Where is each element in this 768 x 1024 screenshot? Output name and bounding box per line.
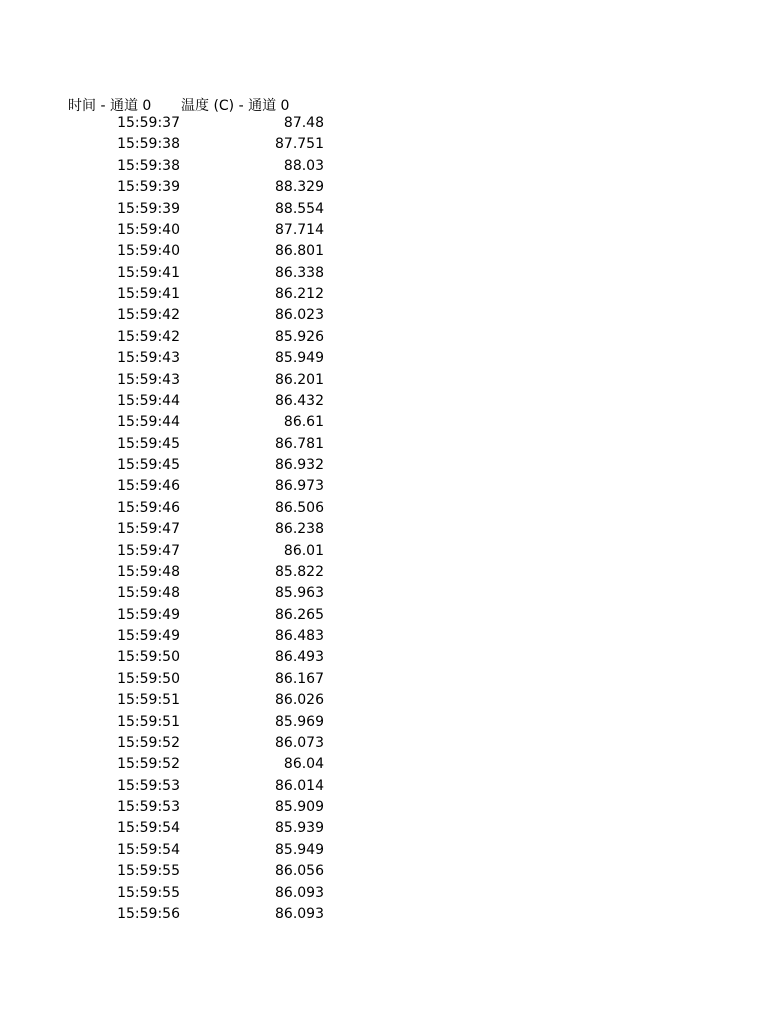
cell-time: 15:59:48 — [117, 563, 180, 580]
table-row — [68, 520, 328, 541]
table-row — [68, 606, 328, 627]
cell-temperature: 86.265 — [275, 606, 324, 623]
table-row — [68, 905, 328, 926]
table-row — [68, 499, 328, 520]
table-row — [68, 648, 328, 669]
cell-temperature: 86.093 — [275, 884, 324, 901]
cell-time: 15:59:44 — [117, 414, 180, 431]
cell-time: 15:59:42 — [117, 307, 180, 324]
table-row — [68, 392, 328, 413]
column-header-time: 时间 - 通道 0 — [68, 98, 152, 114]
table-row — [68, 413, 328, 434]
cell-time: 15:59:46 — [117, 499, 180, 516]
cell-time: 15:59:42 — [117, 328, 180, 345]
table-row — [68, 306, 328, 327]
table-row — [68, 435, 328, 456]
cell-temperature: 86.026 — [275, 692, 324, 709]
cell-time: 15:59:51 — [117, 692, 180, 709]
cell-temperature: 86.493 — [275, 649, 324, 666]
table-row — [68, 670, 328, 691]
cell-temperature: 88.554 — [275, 200, 324, 217]
table-row — [68, 691, 328, 712]
cell-time: 15:59:41 — [117, 286, 180, 302]
cell-temperature: 85.949 — [275, 841, 324, 858]
cell-time: 15:59:44 — [117, 392, 180, 409]
table-row — [68, 114, 328, 135]
cell-temperature: 86.073 — [275, 734, 324, 751]
cell-time: 15:59:53 — [117, 777, 180, 794]
cell-time: 15:59:49 — [117, 606, 180, 623]
cell-time: 15:59:47 — [117, 542, 180, 559]
cell-time: 15:59:39 — [117, 200, 180, 217]
cell-time: 15:59:53 — [117, 799, 180, 815]
column-header-temperature: 温度 (C) - 通道 0 — [181, 98, 290, 114]
cell-temperature: 86.973 — [275, 478, 324, 495]
cell-time: 15:59:56 — [117, 905, 180, 922]
cell-temperature: 85.963 — [275, 585, 324, 602]
table-row — [68, 563, 328, 584]
table-row — [68, 285, 328, 306]
cell-temperature: 88.329 — [275, 179, 324, 196]
table-row — [68, 862, 328, 883]
table-row — [68, 798, 328, 819]
cell-temperature: 86.023 — [275, 307, 324, 324]
cell-temperature: 88.03 — [283, 157, 324, 174]
table-row — [68, 178, 328, 199]
cell-time: 15:59:49 — [117, 628, 180, 644]
cell-time: 15:59:50 — [117, 649, 180, 666]
table-row — [68, 200, 328, 221]
cell-temperature: 87.714 — [275, 221, 324, 238]
table-row — [68, 713, 328, 734]
cell-time: 15:59:52 — [117, 756, 180, 773]
cell-temperature: 87.751 — [275, 136, 324, 153]
cell-time: 15:59:50 — [117, 670, 180, 687]
cell-time: 15:59:45 — [117, 435, 180, 452]
table-row — [68, 456, 328, 477]
cell-time: 15:59:47 — [117, 521, 180, 538]
table-row — [68, 884, 328, 905]
cell-time: 15:59:55 — [117, 884, 180, 901]
cell-temperature: 86.781 — [275, 435, 324, 452]
cell-temperature: 86.483 — [275, 628, 324, 644]
cell-time: 15:59:40 — [117, 221, 180, 238]
cell-time: 15:59:37 — [117, 115, 180, 131]
cell-temperature: 85.969 — [275, 713, 324, 730]
cell-temperature: 86.801 — [275, 243, 324, 260]
cell-temperature: 86.014 — [275, 777, 324, 794]
cell-temperature: 86.432 — [275, 392, 324, 409]
cell-temperature: 86.056 — [275, 863, 324, 880]
table-row — [68, 349, 328, 370]
table-row — [68, 371, 328, 392]
cell-time: 15:59:54 — [117, 841, 180, 858]
table-row — [68, 542, 328, 563]
cell-time: 15:59:43 — [117, 371, 180, 388]
cell-temperature: 86.932 — [275, 457, 324, 473]
cell-temperature: 85.909 — [275, 799, 324, 815]
cell-time: 15:59:39 — [117, 179, 180, 196]
cell-temperature: 85.939 — [275, 820, 324, 837]
table-row — [68, 242, 328, 263]
table-body — [68, 114, 328, 926]
cell-temperature: 86.338 — [275, 264, 324, 281]
table-row — [68, 584, 328, 605]
table-row — [68, 627, 328, 648]
cell-temperature: 85.949 — [275, 350, 324, 367]
cell-temperature: 86.04 — [283, 756, 324, 773]
cell-temperature: 85.822 — [275, 563, 324, 580]
cell-time: 15:59:51 — [117, 713, 180, 730]
cell-time: 15:59:55 — [117, 863, 180, 880]
cell-time: 15:59:52 — [117, 734, 180, 751]
cell-temperature: 86.093 — [275, 905, 324, 922]
cell-time: 15:59:46 — [117, 478, 180, 495]
table-row — [68, 841, 328, 862]
table-row — [68, 264, 328, 285]
cell-time: 15:59:45 — [117, 457, 180, 473]
table-row — [68, 157, 328, 178]
table-header-row — [68, 93, 328, 114]
cell-time: 15:59:38 — [117, 136, 180, 153]
table-row — [68, 819, 328, 840]
cell-time: 15:59:38 — [117, 157, 180, 174]
table-row — [68, 221, 328, 242]
cell-temperature: 86.61 — [283, 414, 324, 431]
cell-temperature: 86.167 — [275, 670, 324, 687]
cell-time: 15:59:54 — [117, 820, 180, 837]
table-row — [68, 135, 328, 156]
cell-temperature: 86.212 — [275, 286, 324, 302]
cell-time: 15:59:40 — [117, 243, 180, 260]
cell-temperature: 85.926 — [275, 328, 324, 345]
cell-temperature: 87.48 — [283, 115, 324, 131]
cell-time: 15:59:43 — [117, 350, 180, 367]
table-row — [68, 477, 328, 498]
data-table — [68, 93, 328, 926]
table-row — [68, 328, 328, 349]
table-row — [68, 734, 328, 755]
cell-temperature: 86.01 — [283, 542, 324, 559]
cell-temperature: 86.201 — [275, 371, 324, 388]
table-row — [68, 777, 328, 798]
cell-temperature: 86.506 — [275, 499, 324, 516]
table-row — [68, 755, 328, 776]
cell-time: 15:59:41 — [117, 264, 180, 281]
cell-time: 15:59:48 — [117, 585, 180, 602]
cell-temperature: 86.238 — [275, 521, 324, 538]
